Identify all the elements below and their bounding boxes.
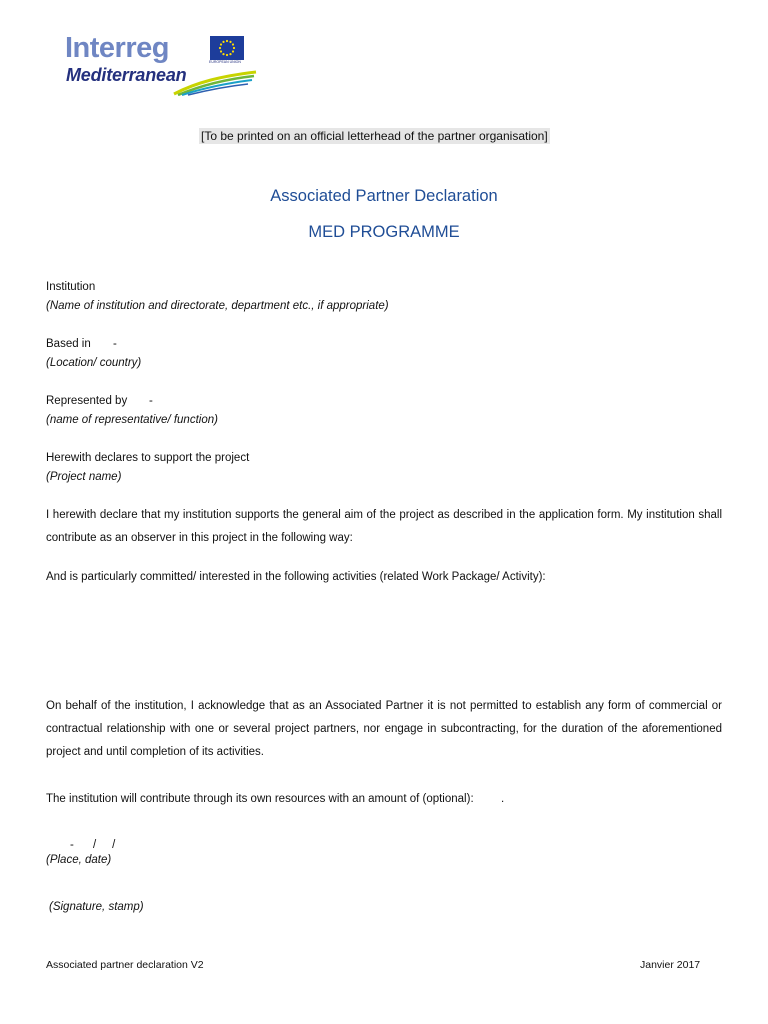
place-date-hint: (Place, date) <box>46 854 112 866</box>
acknowledge-paragraph: On behalf of the institution, I acknowledge that as an Associated Partner it is not permitted to establish any form of commercial or contractual relationship with one or several project partners, nor engage in subcontracting, for the duration of the aforementioned project and until completion of its activities. <box>46 700 722 758</box>
based-in-hint: (Location/ country) <box>46 357 142 369</box>
contribution-end: . <box>501 793 505 805</box>
eu-flag-icon <box>210 36 244 60</box>
letterhead-note: [To be printed on an official letterhead of the partner organisation] <box>201 129 548 143</box>
represented-by-label: Represented by <box>46 395 128 407</box>
logo-wordmark: Interreg <box>65 32 169 64</box>
support-paragraph: I herewith declare that my institution supports the general aim of the project as described in the application form. My institution shall contribute as an observer in this project in the following way: <box>46 509 722 544</box>
project-hint: (Project name) <box>46 471 122 483</box>
page-title: Associated Partner Declaration <box>270 187 498 205</box>
interreg-med-logo <box>64 32 264 96</box>
eu-caption: EUROPEAN UNION <box>209 60 241 64</box>
activities-paragraph: And is particularly committed/ interested in the following activities (related Work Package/ Activity): <box>46 571 546 583</box>
footer-date: Janvier 2017 <box>640 959 701 971</box>
institution-hint: (Name of institution and directorate, department etc., if appropriate) <box>46 300 389 312</box>
based-in-value: - <box>113 338 117 350</box>
contribution-paragraph: The institution will contribute through its own resources with an amount of (optional): <box>46 793 474 805</box>
logo-subtitle: Mediterranean <box>66 65 187 85</box>
institution-label: Institution <box>46 281 96 293</box>
based-in-label: Based in <box>46 338 91 350</box>
project-label: Herewith declares to support the project <box>46 452 250 464</box>
page-subtitle: MED PROGRAMME <box>308 223 460 241</box>
place-date-value: - / / <box>70 839 116 851</box>
logo-swoosh-icon <box>172 68 258 96</box>
represented-by-hint: (name of representative/ function) <box>46 414 218 426</box>
represented-by-value: - <box>149 395 153 407</box>
footer-document-version: Associated partner declaration V2 <box>46 959 204 971</box>
signature-hint: (Signature, stamp) <box>49 901 144 913</box>
